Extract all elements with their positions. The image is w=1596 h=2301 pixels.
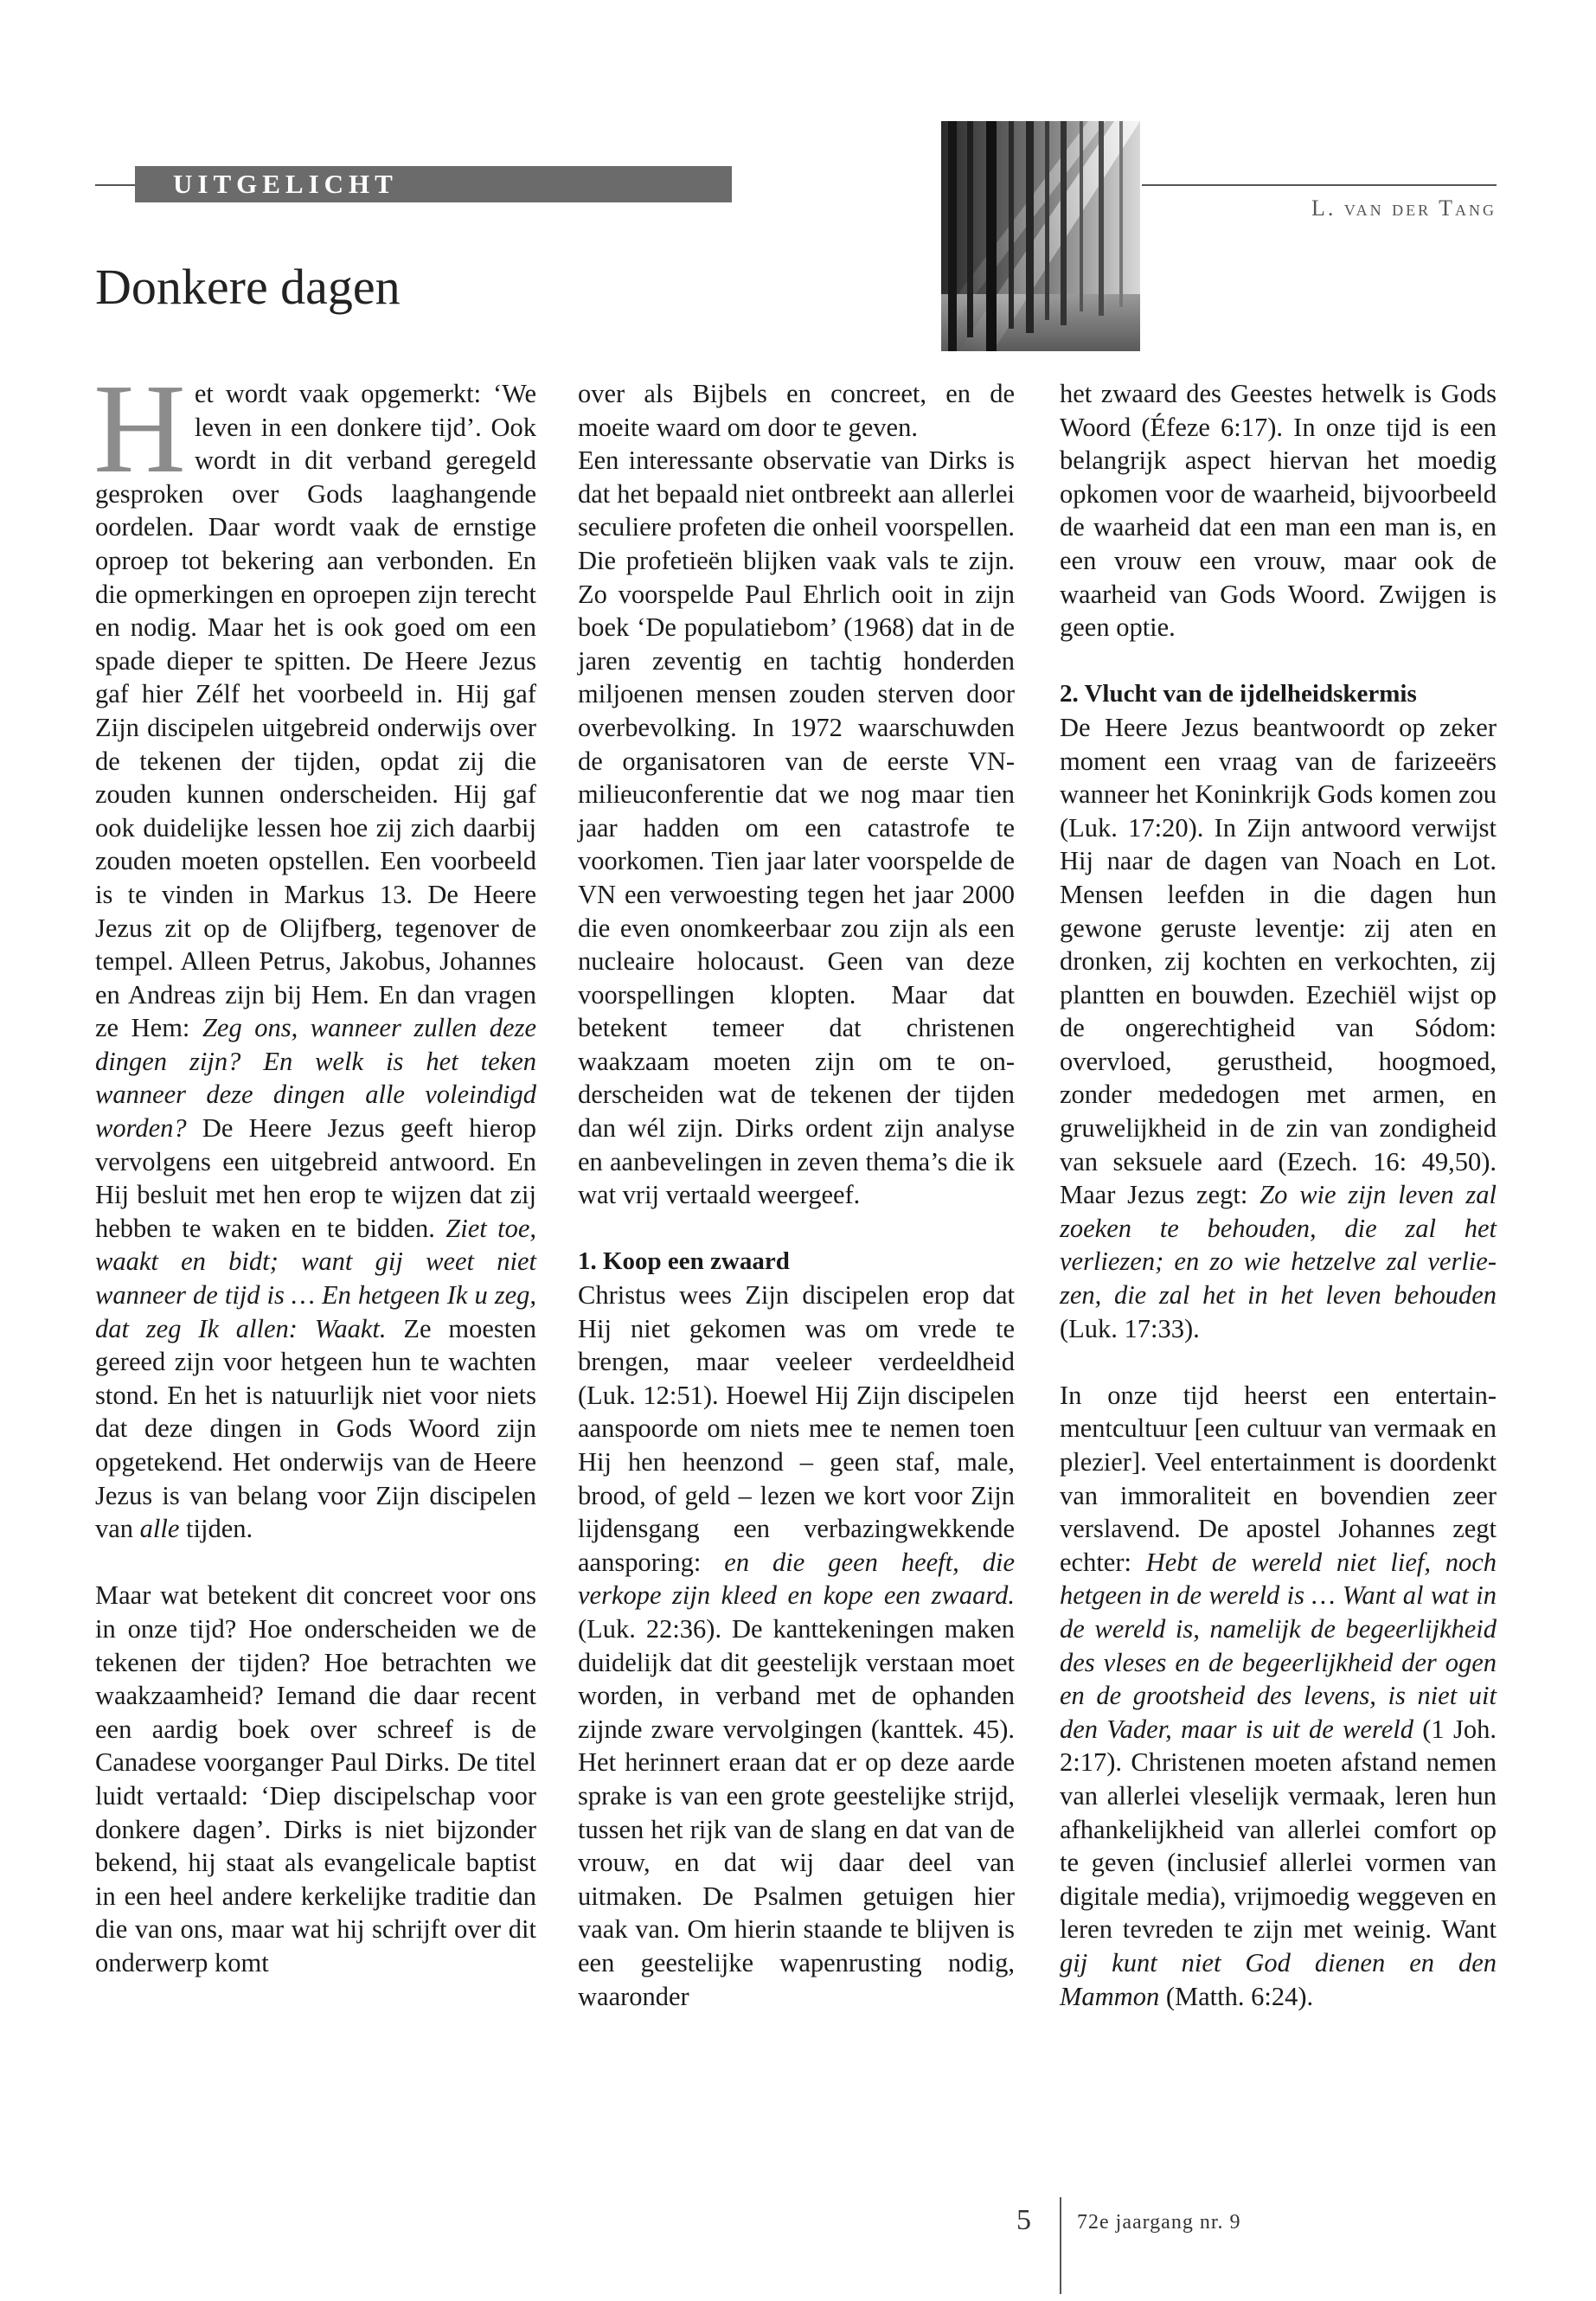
article-column-3 (1060, 377, 1497, 2013)
section-kicker: UITGELICHT (173, 169, 398, 199)
article-column-1 (93, 358, 536, 1980)
forest-sunbeam-photo (941, 121, 1140, 351)
paragraph: Een interessante observatie van Dirks is dat het bepaald niet ontbreekt aan allerlei seculiere profeten die onheil voorspellen. Die profetieën blijken vaak vals te zijn. Zo voorspelde Paul Ehrlich ooit in zijn boek ‘De populatiebom’ (1968) dat in de jaren zeventig en tachtig honderden miljoenen mensen zouden sterven door overbevolking. In 1972 waarschuwden de organisatoren van de eerste VN-milieuconferentie dat we nog maar tien jaar hadden om een catastrofe te voorkomen. Tien jaar later voorspelde de VN een verwoesting tegen het jaar 2000 die even onomkeerbaar zou zijn als een nucleaire holocaust. Geen van deze voorspellingen klopten. Maar dat betekent temeer dat christenen waakzaam moeten zijn om te onderscheiden wat de tekenen der tijden dan wél zijn. Dirks ordent zijn analyse en aanbevelingen in zeven thema’s die ik wat vrij vertaald weergeef. (578, 445, 1015, 1210)
page-number: 5 (1016, 2204, 1031, 2236)
paragraph: het zwaard des Geestes hetwelk is Gods Woord (Éfeze 6:17). In onze tijd is een belangrijk aspect hiervan het moedig opkomen voor de waarheid, bijvoorbeeld de waarheid dat een man een man is, en een vrouw een vrouw, maar ook de waarheid van Gods Woord. Zwijgen is geen optie. (1060, 379, 1497, 643)
article-title: Donkere dagen (95, 259, 401, 315)
paragraph: In onze tijd heerst een entertainmentcultuur [een cultuur van vermaak en plezier]. Veel entertainment is doordenkt van immoraliteit en bovendien zeer verslavend. De apostel Johannes zegt echter: Hebt de wereld niet lief, noch hetgeen in de wereld is … Want al wat in de wereld is, namelijk de begeerlijkheid des vleses en de begeerlijkheid der ogen en de grootsheid des levens, is niet uit den Vader, maar is uit de wereld (1 Joh. 2:17). Christenen moeten afstand nemen van allerlei vleselijk vermaak, leren hun afhankelijkheid van allerlei comfort op te geven (inclusief allerlei vormen van digitale media), vrijmoedig weggeven en leren tevreden te zijn met weinig. Want gij kunt niet God dienen en den Mammon (Matth. 6:24). (1060, 1380, 1497, 2011)
paragraph: De Heere Jezus beantwoordt op zeker moment een vraag van de farizeeërs wanneer het Koninkrijk Gods komen zou (Luk. 17:20). In Zijn antwoord verwijst Hij naar de dagen van Noach en Lot. Mensen leefden in die dagen hun gewone geruste leventje: zij aten en dronken, zij kochten en verkochten, zij plantten en bouwden. Ezechiël wijst op de ongerechtigheid van Sódom: overvloed, gerustheid, hoogmoed, zonder mededogen met armen, en gruwelijkheid in de zin van zondigheid van seksuele aard (Ezech. 16: 49,50). Maar Jezus zegt: Zo wie zijn leven zal zoeken te behouden, die zal het verliezen; en zo wie hetzelve zal verliezen, die zal het in het leven behouden (Luk. 17:33). (1060, 712, 1497, 1343)
drop-cap: H (93, 358, 186, 500)
section-heading: 1. Koop een zwaard (578, 1247, 790, 1276)
article-column-2 (578, 377, 1015, 2013)
issue-label: 72e jaargang nr. 9 (1077, 2211, 1241, 2234)
header-rule-right (1142, 184, 1497, 186)
section-heading: 2. Vlucht van de ijdelheidskermis (1060, 680, 1417, 708)
author-byline: L. van der Tang (1311, 195, 1497, 221)
paragraph: Christus wees Zijn discipelen erop dat Hij niet gekomen was om vrede te brengen, maar veeleer verdeeldheid (Luk. 12:51). Hoewel Hij Zijn discipelen aanspoorde om niets mee te nemen toen Hij hen heenzond – geen staf, male, brood, of geld – lezen we kort voor Zijn lijdensgang een verbazingwekkende aansporing: en die geen heeft, die verkope zijn kleed en kope een zwaard. (Luk. 22:36). De kanttekeningen maken duidelijk dat dit geestelijk verstaan moet worden, in verband met de ophanden zijnde zware vervolgingen (kanttek. 45). Het herinnert eraan dat er op deze aarde sprake is van een grote geestelijke strijd, tussen het rijk van de slang en dat van de vrouw, en dat wij daar deel van uitmaken. De Psalmen getuigen hier vaak van. Om hierin staande te blijven is een geestelijke wapenrusting nodig, waaronder (578, 1280, 1015, 2011)
paragraph: Maar wat betekent dit concreet voor ons in onze tijd? Hoe onderscheiden we de tekenen der tijden? Hoe betrachten we waakzaamheid? Iemand die daar recent een aardig boek over schreef is de Canadese voorganger Paul Dirks. De titel luidt vertaald: ‘Diep discipelschap voor donkere dagen’. Dirks is niet bijzonder bekend, hij staat als evangelicale baptist in een heel andere kerkelijke traditie dan die van ons, maar wat hij schrijft over dit onderwerp komt (95, 1580, 536, 1977)
paragraph: Het wordt vaak opgemerkt: ‘We leven in een donkere tijd’. Ook wordt in dit verband geregeld gesproken over Gods laaghangende oordelen. Daar wordt vaak de ernstige oproep tot bekering aan verbonden. En die opmerkingen en oproepen zijn terecht en nodig. Maar het is ook goed om een spade dieper te spitten. De Heere Jezus gaf hier Zélf het voorbeeld in. Hij gaf Zijn discipelen uitgebreid onderwijs over de tekenen der tijden, opdat zij die zouden kunnen onderscheiden. Hij gaf ook duidelijke lessen hoe zij zich daarbij zouden moeten opstellen. Een voorbeeld is te vinden in Markus 13. De Heere Jezus zit op de Olijfberg, tegenover de tempel. Alleen Petrus, Jakobus, Johannes en Andreas zijn bij Hem. En dan vragen ze Hem: Zeg ons, wanneer zullen deze dingen zijn? En welk is het teken wanneer deze dingen alle voleindigd worden? De Heere Jezus geeft hierop vervolgens een uitgebreid antwoord. En Hij besluit met hen erop te wijzen dat zij hebben te waken en te bidden. Ziet toe, waakt en bidt; want gij weet niet wanneer de tijd is … En hetgeen Ik u zeg, dat zeg Ik allen: Waakt. Ze moesten gereed zijn voor hetgeen hun te wachten stond. En het is natuurlijk niet voor niets dat deze dingen in Gods Woord zijn opgetekend. Het onderwijs van de Heere Jezus is van belang voor Zijn discipelen van alle tijden. (93, 358, 536, 1544)
paragraph: over als Bijbels en concreet, en de moeite waard om door te geven. (578, 379, 1015, 442)
footer-divider (1060, 2197, 1061, 2294)
